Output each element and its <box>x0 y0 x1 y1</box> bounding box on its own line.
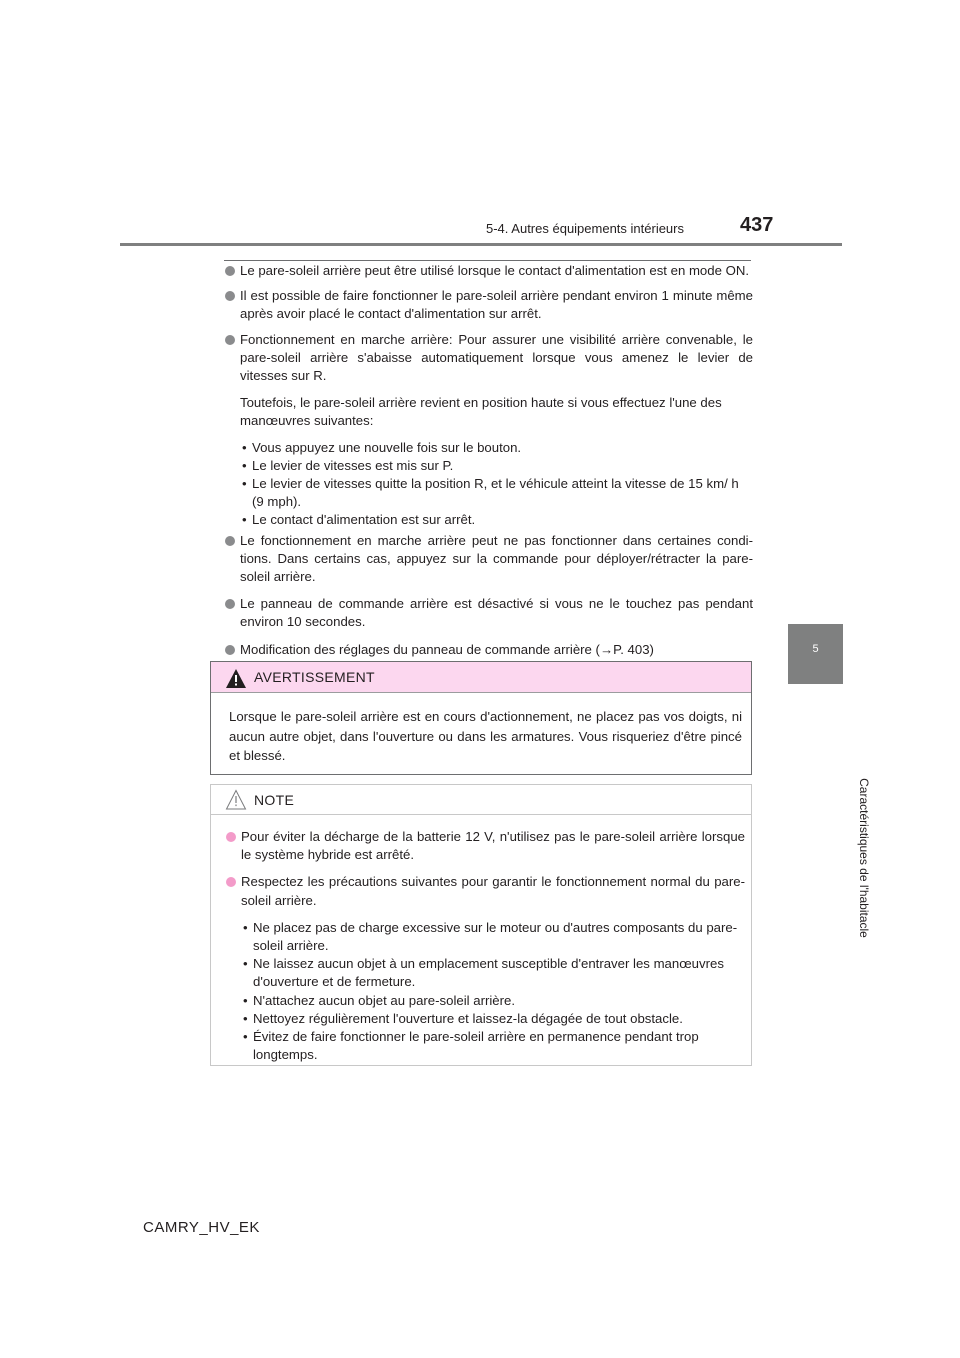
document-code: CAMRY_HV_EK <box>143 1219 260 1236</box>
list-item: Le fonctionnement en marche arrière peut ne pas fonctionner dans certaines condi- tions. Dans certains cas, appuyez sur la commande pour déployer/rétracter la pare- soleil arrière. <box>222 532 753 587</box>
list-item: Le pare-soleil arrière peut être utilisé lorsque le contact d'alimentation est en mode ON. <box>222 262 753 280</box>
note-box <box>210 784 752 1066</box>
warning-text: Lorsque le pare-soleil arrière est en cours d'actionnement, ne placez pas vos doigts, ni aucun autre objet, dans l'ouverture ou dans les armatures. Vous risqueriez d'être pincé et blessé. <box>229 709 742 763</box>
main-content <box>222 262 753 666</box>
warning-header <box>211 662 751 693</box>
list-item: Il est possible de faire fonctionner le pare-soleil arrière pendant environ 1 minute même après avoir placé le contact d'alimentation sur arrêt. <box>222 287 753 323</box>
note-body <box>211 815 751 1064</box>
header-section-title: 5-4. Autres équipements intérieurs <box>486 221 684 236</box>
sub-item: • Le levier de vitesses quitte la position R, et le véhicule atteint la vitesse de 15 km/ h (9 mph). <box>222 475 753 511</box>
sub-item: • Nettoyez régulièrement l'ouverture et laissez-la dégagée de tout obstacle. <box>223 1010 745 1028</box>
sub-item: • Ne laissez aucun objet à un emplacement susceptible d'entraver les manœuvres d'ouverture et de fermeture. <box>223 955 745 991</box>
list-item: Fonctionnement en marche arrière: Pour assurer une visibilité arrière convenable, le pare-soleil arrière s'abaisse automatiquement lorsque vous amenez le levier de vitesses sur R. <box>222 331 753 386</box>
caution-triangle-icon <box>225 789 247 811</box>
list-item: Modification des réglages du panneau de commande arrière (→P. 403) <box>222 641 753 659</box>
sub-item: • Ne placez pas de charge excessive sur le moteur ou d'autres composants du pare-soleil arrière. <box>223 919 745 955</box>
warning-title: AVERTISSEMENT <box>254 669 375 685</box>
page-number: 437 <box>740 214 774 236</box>
sub-item: • Vous appuyez une nouvelle fois sur le bouton. <box>222 439 753 457</box>
content-top-rule <box>224 260 751 261</box>
header-rule <box>120 243 842 246</box>
list-item: Pour éviter la décharge de la batterie 12 V, n'utilisez pas le pare-soleil arrière lorsque le système hybride est arrêté. <box>223 828 745 864</box>
list-item: Respectez les précautions suivantes pour garantir le fonctionnement normal du pare-soleil arrière. <box>223 873 745 909</box>
sub-item: • Évitez de faire fonctionner le pare-soleil arrière en permanence pendant trop longtemps. <box>223 1028 745 1064</box>
paragraph: Toutefois, le pare-soleil arrière revient en position haute si vous effectuez l'une des manœuvres suivantes: <box>240 395 722 429</box>
list-item: Le panneau de commande arrière est désactivé si vous ne le touchez pas pendant environ 10 secondes. <box>222 595 753 631</box>
note-title: NOTE <box>254 792 295 808</box>
warning-box <box>210 661 752 775</box>
note-header <box>211 785 751 815</box>
chapter-tab <box>788 624 843 684</box>
chapter-label: Caractéristiques de l'habitacle <box>857 778 871 938</box>
sub-item: • Le levier de vitesses est mis sur P. <box>222 457 753 475</box>
sub-item: • N'attachez aucun objet au pare-soleil arrière. <box>223 992 745 1010</box>
warning-triangle-icon <box>225 668 247 690</box>
chapter-number: 5 <box>812 643 819 655</box>
sub-item: • Le contact d'alimentation est sur arrêt. <box>222 511 753 529</box>
